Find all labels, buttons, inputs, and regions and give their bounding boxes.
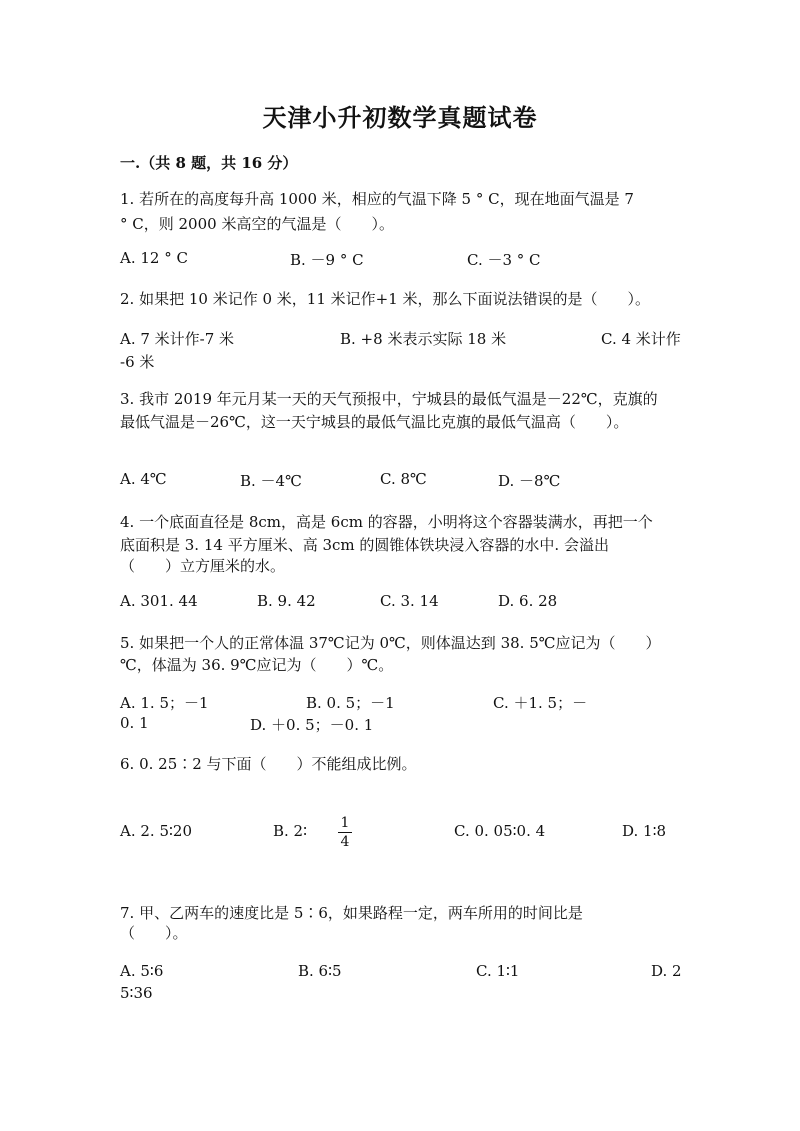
- question-5-option-b: B. 0. 5；－1: [306, 694, 395, 712]
- question-3-option-c: C. 8℃: [380, 470, 427, 488]
- question-1-line-1: 1. 若所在的高度每升高 1000 米，相应的气温下降 5 ° C，现在地面气温是 7: [120, 190, 634, 208]
- question-4-option-d: D. 6. 28: [498, 592, 558, 610]
- question-2-option-c: C. 4 米计作: [601, 330, 681, 348]
- question-7-line-2: （ ）。: [120, 924, 188, 942]
- question-3-option-b: B. －4℃: [240, 472, 302, 490]
- question-7-option-d-wrap: 5∶36: [120, 984, 153, 1002]
- fraction-numerator: 1: [340, 815, 350, 831]
- question-7-option-a: A. 5∶6: [120, 962, 164, 980]
- fraction-bar: [338, 832, 352, 833]
- question-4-option-c: C. 3. 14: [380, 592, 439, 610]
- question-7-option-d: D. 2: [651, 962, 682, 980]
- question-5-line-1: 5. 如果把一个人的正常体温 37℃记为 0℃，则体温达到 38. 5℃应记为（ ）: [120, 634, 661, 652]
- question-2-option-a: A. 7 米计作-7 米: [120, 330, 235, 348]
- question-7-line-1: 7. 甲、乙两车的速度比是 5∶6，如果路程一定，两车所用的时间比是: [120, 904, 583, 922]
- question-7-option-b: B. 6∶5: [298, 962, 342, 980]
- question-4-option-a: A. 301. 44: [120, 592, 198, 610]
- question-5-option-d: D. ＋0. 5；－0. 1: [250, 716, 374, 734]
- question-4-line-3: （ ）立方厘米的水。: [120, 557, 286, 575]
- question-5-option-c: C. ＋1. 5；－: [493, 694, 588, 712]
- fraction-denominator: 4: [340, 834, 350, 850]
- question-5-option-c-wrap: 0. 1: [120, 714, 149, 732]
- question-3-line-2: 最低气温是－26℃，这一天宁城县的最低气温比克旗的最低气温高（ ）。: [120, 413, 629, 431]
- question-1-line-2: ° C，则 2000 米高空的气温是（ ）。: [120, 215, 394, 233]
- question-5-line-2: ℃，体温为 36. 9℃应记为（ ）℃。: [120, 656, 394, 674]
- question-5-option-a: A. 1. 5；－1: [120, 694, 209, 712]
- question-6-option-a: A. 2. 5∶20: [120, 822, 192, 840]
- question-3-line-1: 3. 我市 2019 年元月某一天的天气预报中，宁城县的最低气温是－22℃，克旗的: [120, 390, 658, 408]
- question-1-option-a: A. 12 ° C: [120, 249, 188, 267]
- question-4-line-2: 底面积是 3. 14 平方厘米、高 3cm 的圆锥体铁块浸入容器的水中. 会溢出: [120, 536, 609, 554]
- question-1-option-c: C. －3 ° C: [467, 251, 541, 269]
- question-3-option-d: D. －8℃: [498, 472, 561, 490]
- question-6-option-c: C. 0. 05∶0. 4: [454, 822, 546, 840]
- question-2-line-1: 2. 如果把 10 米记作 0 米，11 米记作+1 米，那么下面说法错误的是（ ）。: [120, 290, 651, 308]
- question-6-line-1: 6. 0. 25∶2 与下面（ ）不能组成比例。: [120, 755, 417, 773]
- question-2-option-b: B. +8 米表示实际 18 米: [340, 330, 507, 348]
- question-6-option-b-fraction: [338, 816, 352, 849]
- question-4-line-1: 4. 一个底面直径是 8cm，高是 6cm 的容器，小明将这个容器装满水，再把一个: [120, 513, 653, 531]
- question-1-option-b: B. －9 ° C: [290, 251, 364, 269]
- question-4-option-b: B. 9. 42: [257, 592, 316, 610]
- section-heading: 一.（共 8 题，共 16 分）: [120, 154, 298, 172]
- question-7-option-c: C. 1∶1: [476, 962, 520, 980]
- page-title: 天津小升初数学真题试卷: [262, 103, 538, 132]
- question-6-option-b: B. 2∶: [273, 822, 308, 840]
- question-6-option-d: D. 1∶8: [622, 822, 667, 840]
- question-2-option-c-wrap: -6 米: [120, 353, 155, 371]
- question-3-option-a: A. 4℃: [120, 470, 167, 488]
